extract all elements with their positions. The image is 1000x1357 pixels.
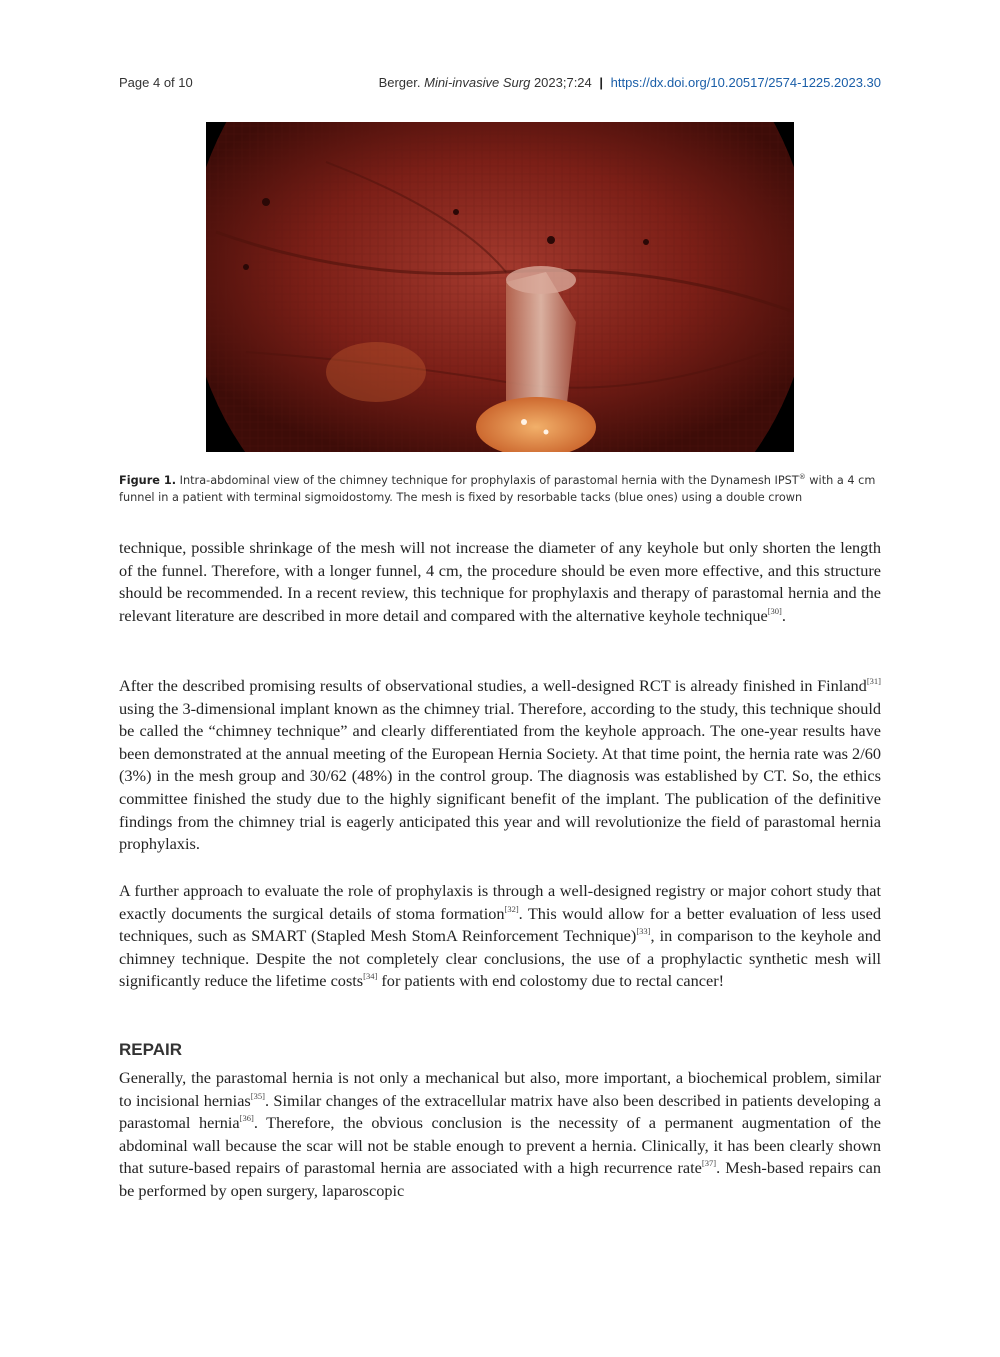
paragraph [119,537,881,627]
caption-text: Intra-abdominal view of the chimney technique for prophylaxis of parastomal hernia with the Dynamesh IPST [179,474,799,487]
journal-name: Mini-invasive Surg [424,75,531,90]
figure-caption [119,472,884,506]
paragraph-text: using the 3-dimensional implant known as the chimney trial. Therefore, according to the study, this technique should be called the “chimney technique” and clearly differentiated from the keyhole approach. The one-year results have been demonstrated at the annual meeting of the European Hernia Society. At that time point, the hernia rate was 2/60 (3%) in the mesh group and 30/62 (48%) in the control group. The diagnosis was established by CT. So, the ethics committee finished the study due to the highly significant benefit of the implant. The publication of the definitive findings from the chimney trial is eagerly anticipated this year and will revolutionize the field of parastomal hernia prophylaxis. [119,698,881,854]
volume: 2023;7:24 [533,75,592,90]
figure-image [206,122,794,452]
author: Berger. [378,75,421,90]
reference[interactable]: [32] [504,903,519,914]
reference[interactable]: [35] [250,1090,265,1101]
paragraph [119,1067,881,1203]
paragraph-text: . This would allow for a better evaluation of less used techniques, such as SMART (Stapled Mesh StomA Reinforcement Technique) [119,903,881,946]
reference[interactable]: [30] [767,605,782,616]
citation-line [379,75,881,90]
doi-link[interactable]: https://dx.doi.org/10.20517/2574-1225.2023.30 [610,75,881,90]
paragraph-text: . Therefore, the obvious conclusion is the necessity of a permanent augmentation of the abdominal wall because the scar will not be stable enough to prevent a hernia. Clinically, it has been clearly shown that suture-based repairs of parastomal hernia are associated with a high recurrence rate [119,1113,882,1178]
endoscopic-photo [206,122,794,452]
paragraph-text: After the described promising results of observational studies, a well-designed RCT is already finished in Finland [119,676,867,695]
paragraph [119,675,881,856]
paragraph-text: . Similar changes of the extracellular matrix have also been described in patients developing a parastomal hernia [119,1090,882,1133]
paragraph-text: , in comparison to the keyhole and chimney technique. Despite the not completely clear conclusions, the use of a prophylactic synthetic mesh will significantly reduce the lifetime costs [119,926,882,991]
reference[interactable]: [33] [636,926,651,937]
paragraph-text: A further approach to evaluate the role of prophylaxis is through a well-designed registry or major cohort study that exactly documents the surgical details of stoma formation [119,881,881,923]
caption-text-continued: with a 4 cm funnel in a patient with terminal sigmoidostomy. The mesh is fixed by resorbable tacks (blue ones) using a double crown [119,474,876,504]
paragraph [119,880,881,993]
running-header [119,75,881,93]
section-heading: REPAIR [119,1040,182,1059]
reference[interactable]: [34] [363,971,378,982]
registered-mark: ® [798,473,806,481]
paragraph-text: technique, possible shrinkage of the mesh will not increase the diameter of any keyhole but only shorten the length of the funnel. Therefore, with a longer funnel, 4 cm, the procedure should be even more effective, and this structure should be recommended. In a recent review, this technique for prophylaxis and therapy of parastomal hernia and the relevant literature are described in more detail and compared with the alternative keyhole technique [119,538,881,625]
paragraph-text: for patients with end colostomy due to rectal cancer! [377,971,725,991]
page-number: Page 4 of 10 [119,75,193,90]
caption-label: Figure 1. [119,474,177,487]
reference[interactable]: [31] [866,676,881,686]
paragraph-text: Generally, the parastomal hernia is not only a mechanical but also, more important, a biochemical problem, similar to incisional hernias [119,1068,881,1110]
paragraph-text: . Mesh-based repairs can be performed by open surgery, laparoscopic [119,1158,882,1200]
reference[interactable]: [37] [701,1158,717,1169]
paragraph-end: . [781,605,786,625]
separator: | [599,75,604,90]
reference[interactable]: [36] [239,1113,254,1124]
